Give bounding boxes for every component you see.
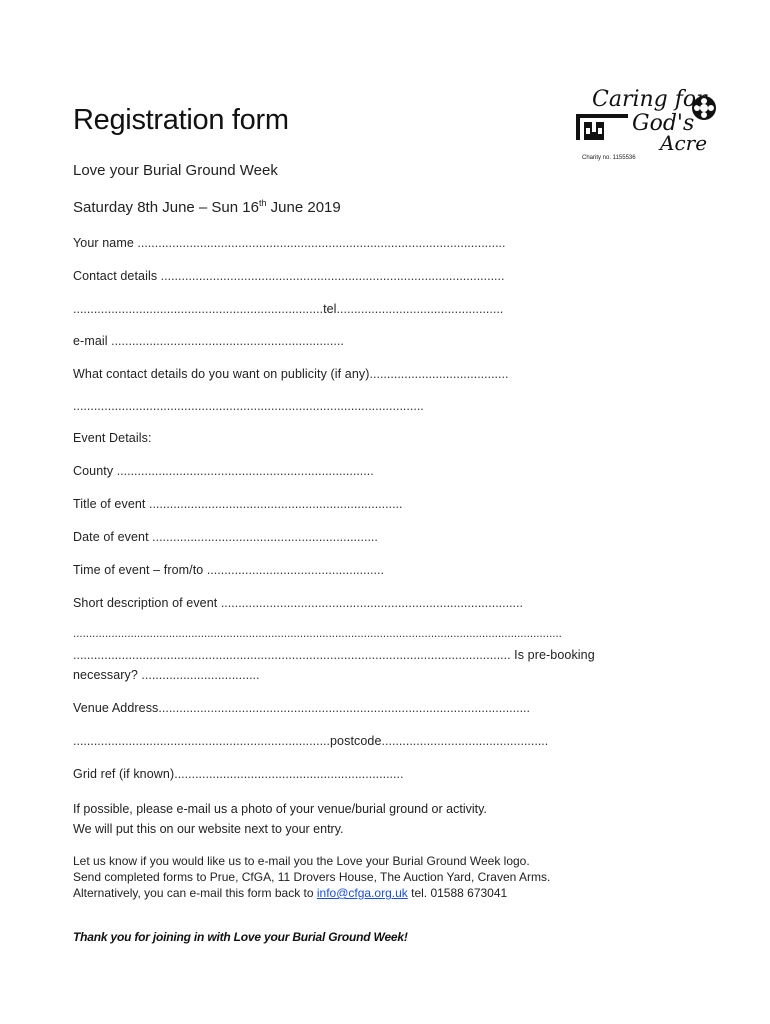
postcode-field[interactable] <box>73 734 548 748</box>
photo-note-line-2: We will put this on our website next to your entry. <box>73 822 344 836</box>
description-line-3-field[interactable] <box>73 648 595 662</box>
time-of-event-line: ................................................... <box>203 563 384 577</box>
charity-number: Charity no. 1155536 <box>582 155 636 161</box>
publicity-line: ........................................ <box>369 367 509 381</box>
title-of-event-line: ......................................................................... <box>145 497 403 511</box>
event-dates <box>73 198 341 216</box>
title-of-event-label: Title of event <box>73 497 146 511</box>
publicity-label: What contact details do you want on publicity (if any) <box>73 367 370 381</box>
dates-superscript: th <box>258 198 267 208</box>
date-of-event-label: Date of event <box>73 530 149 544</box>
short-description-line: ....................................................................................... <box>217 596 523 610</box>
alt-phone: tel. 01588 673041 <box>407 886 508 900</box>
date-of-event-field[interactable] <box>73 530 378 544</box>
thank-you-note: Thank you for joining in with Love your Burial Ground Week! <box>73 930 408 944</box>
prebooking-field[interactable] <box>73 668 260 682</box>
logo-request-note: Let us know if you would like us to e-mail you the Love your Burial Ground Week logo. <box>73 854 530 868</box>
dates-suffix: June 2019 <box>266 199 341 216</box>
publicity-line-2-field[interactable] <box>73 399 424 413</box>
description-line-2: ......................................................................................................................................................... <box>73 628 562 640</box>
postcode-label: postcode <box>330 734 382 748</box>
contact-tel-field[interactable] <box>73 302 503 316</box>
email-line: ................................................................... <box>107 334 344 348</box>
description-line-2-field[interactable] <box>73 628 562 640</box>
prebooking-line: .................................. <box>137 668 260 682</box>
contact-details-field[interactable] <box>73 269 504 283</box>
grid-ref-field[interactable] <box>73 767 403 781</box>
cfga-logo-graphic <box>572 84 722 156</box>
venue-line-2: .......................................................................... <box>73 734 330 748</box>
postcode-line: ................................................ <box>381 734 549 748</box>
send-address-note: Send completed forms to Prue, CfGA, 11 Drovers House, The Auction Yard, Craven Arms. <box>73 870 551 884</box>
your-name-label: Your name <box>73 236 134 250</box>
event-name: Love your Burial Ground Week <box>73 162 278 179</box>
alternative-contact-note <box>73 886 507 900</box>
tel-label: tel <box>323 302 337 316</box>
venue-address-line: ........................................................................................................... <box>158 701 531 715</box>
date-of-event-line: ................................................................. <box>148 530 378 544</box>
contact-line-2: ........................................................................ <box>73 302 324 316</box>
contact-details-label: Contact details <box>73 269 158 283</box>
county-line: .......................................................................... <box>113 464 374 478</box>
necessary-label: necessary? <box>73 668 138 682</box>
event-details-heading: Event Details: <box>73 431 152 445</box>
svg-text:God's: God's <box>632 111 695 136</box>
venue-address-field[interactable] <box>73 701 530 715</box>
description-line-3: .............................................................................................................................. <box>73 648 511 662</box>
county-label: County <box>73 464 114 478</box>
time-of-event-field[interactable] <box>73 563 384 577</box>
venue-address-label: Venue Address <box>73 701 159 715</box>
email-link[interactable]: info@cfga.org.uk <box>316 886 408 900</box>
title-of-event-field[interactable] <box>73 497 403 511</box>
tel-line: ................................................ <box>336 302 504 316</box>
page-title: Registration form <box>73 104 289 136</box>
dates-prefix: Saturday 8th June – Sun 16 <box>73 199 259 216</box>
short-description-label: Short description of event <box>73 596 218 610</box>
alt-prefix: Alternatively, you can e-mail this form back to <box>73 886 317 900</box>
grid-ref-label: Grid ref (if known) <box>73 767 175 781</box>
svg-text:Acre: Acre <box>660 131 708 155</box>
svg-text:Caring for: Caring for <box>592 87 707 112</box>
county-field[interactable] <box>73 464 374 478</box>
email-label: e-mail <box>73 334 108 348</box>
contact-details-line: ................................................................................................... <box>157 269 505 283</box>
grid-ref-line: .................................................................. <box>174 767 404 781</box>
publicity-line-2: ..................................................................................................... <box>73 399 424 413</box>
prebooking-label: Is pre-booking <box>510 648 595 662</box>
time-of-event-label: Time of event – from/to <box>73 563 204 577</box>
publicity-field[interactable] <box>73 367 508 381</box>
email-field[interactable] <box>73 334 344 348</box>
your-name-field[interactable] <box>73 236 506 250</box>
short-description-field[interactable] <box>73 596 523 610</box>
cfga-logo <box>572 84 722 170</box>
your-name-line: .......................................................................................................... <box>133 236 506 250</box>
photo-note-line-1: If possible, please e-mail us a photo of your venue/burial ground or activity. <box>73 802 487 816</box>
